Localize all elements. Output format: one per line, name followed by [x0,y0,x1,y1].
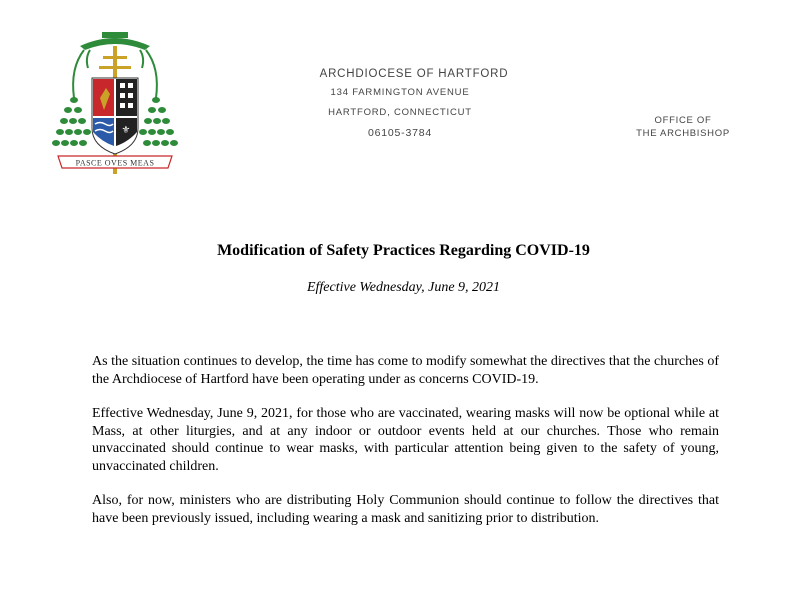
street-address: 134 FARMINGTON AVENUE [330,87,470,98]
paragraph-1: As the situation continues to develop, the time has come to modify somewhat the directives that the churches of the Archdiocese of Hartford have been operating under as concerns COVID-19. [92,354,719,387]
letterhead [250,68,550,148]
effective-date: Effective Wednesday, June 9, 2021 [306,280,501,295]
city-state: HARTFORD, CONNECTICUT [328,107,472,118]
office-line-1: OFFICE OF [654,115,712,126]
zip-code: 06105-3784 [367,127,433,139]
coat-of-arms-logo [50,28,180,196]
paragraph-3: Also, for now, ministers who are distributing Holy Communion should continue to follow the directives that have been previously issued, including wearing a mask and sanitizing prior to distribution. [92,493,719,526]
office-block [628,114,738,140]
office-line-2: THE ARCHBISHOP [636,128,730,139]
svg-text:⚜: ⚜ [121,125,131,136]
organization-name: ARCHDIOCESE OF HARTFORD [319,68,509,80]
document-title: Modification of Safety Practices Regarding COVID-19 [217,242,590,259]
paragraph-2: Effective Wednesday, June 9, 2021, for those who are vaccinated, wearing masks will now be optional while at Mass, at other liturgies, and at any indoor or outdoor events held at our churches. Those who remain unvaccinated should continue to wear masks, with particular attention being given to the safety of young, unvaccinated children. [92,406,719,474]
document-body [92,353,719,544]
motto-text: PASCE OVES MEAS [75,158,155,168]
